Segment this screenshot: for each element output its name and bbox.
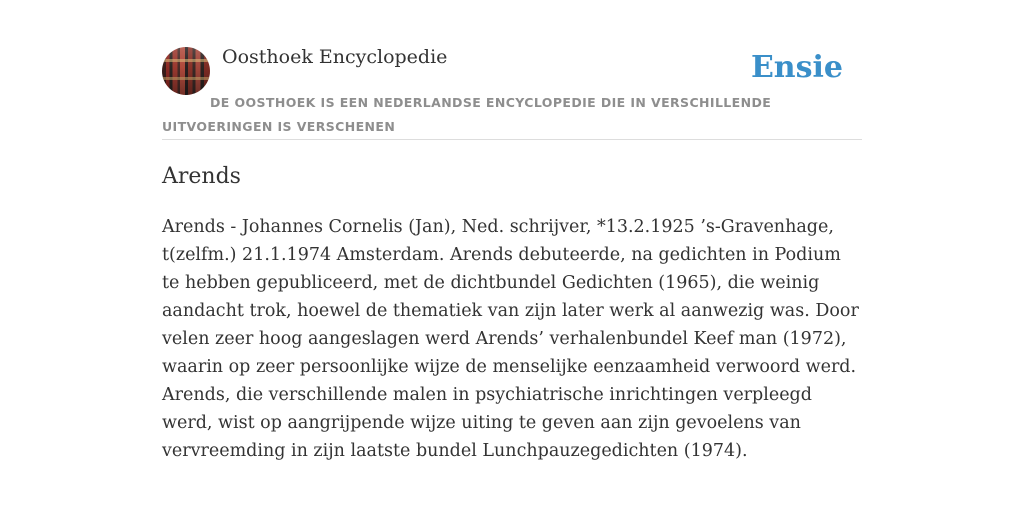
article-body: Arends - Johannes Cornelis (Jan), Ned. schrijver, *13.2.1925 ’s-Gravenhage, t(zelfm.) 21.1.1974 Amsterdam. Arends debuteerde, na gedichten in Podium te hebben gepubliceerd, met de dichtbundel Gedichten (1965), die weinig aandacht trok, hoewel de thematiek van zijn later werk al aanwezig was. Door velen zeer hoog aangeslagen werd Arends’ verhalenbundel Keef man (1972), waarin op zeer persoonlijke wijze de menselijke eenzaamheid verwoord werd. Arends, die verschillende malen in psychiatrische inrichtingen verpleegd werd, wist op aangrijpende wijze uiting te geven aan zijn gevoelens van vervreemding in zijn laatste bundel Lunchpauzegedichten (1974). xyxy=(162,217,859,461)
site-title-link[interactable]: Oosthoek Encyclopedie xyxy=(222,46,448,68)
page-title: Arends xyxy=(162,164,241,189)
ensie-logo-link[interactable]: Ensie xyxy=(750,50,843,85)
book-spines-avatar[interactable] xyxy=(162,47,210,95)
article-card xyxy=(162,40,862,465)
site-tagline: DE OOSTHOEK IS EEN NEDERLANDSE ENCYCLOPEDIE DIE IN VERSCHILLENDE UITVOERINGEN IS VERSCHENEN xyxy=(162,95,772,134)
site-header xyxy=(162,40,862,140)
avatar-shade xyxy=(162,47,210,95)
